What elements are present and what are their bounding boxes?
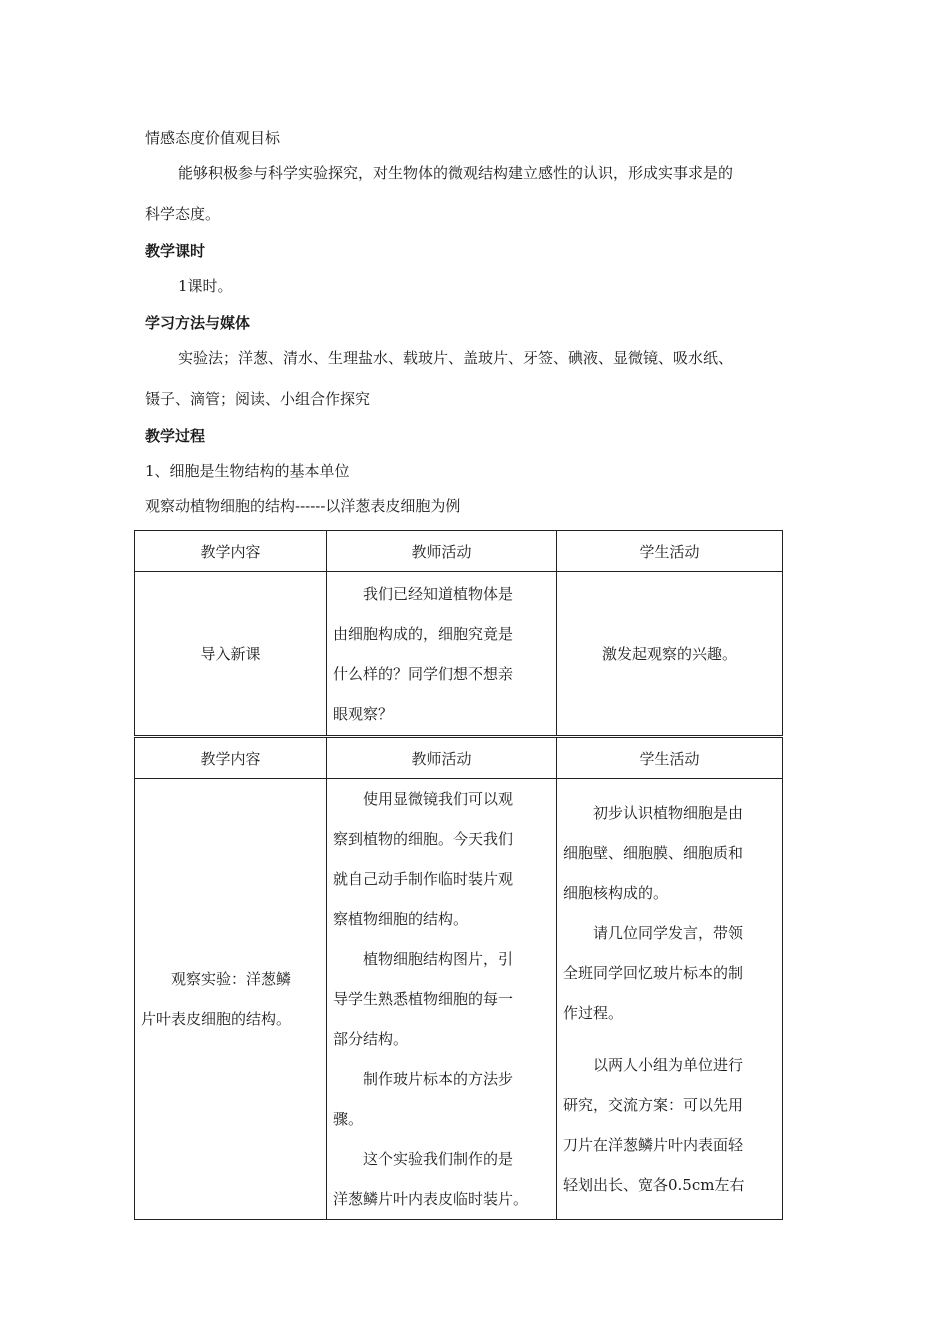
observe-teacher <box>327 779 557 1220</box>
intro-student: 激发起观察的兴趣。 <box>557 572 783 737</box>
table-header-row <box>135 531 783 572</box>
lesson-table <box>134 530 783 1220</box>
observe-content-line: 观察实验：洋葱鳞 <box>171 970 292 988</box>
intro-teacher-line: 什么样的？同学们想不想亲 <box>333 664 514 683</box>
process-item-1: 1、细胞是生物结构的基本单位 <box>145 462 350 480</box>
observe-student-line: 作过程。 <box>563 1004 624 1022</box>
observe-student-line: 全班同学回忆玻片标本的制 <box>563 964 744 982</box>
header-content: 教学内容 <box>135 737 327 779</box>
observe-teacher-line: 就自己动手制作临时装片观 <box>333 870 514 888</box>
intro-content: 导入新课 <box>135 572 327 737</box>
observe-teacher-line: 导学生熟悉植物细胞的每一 <box>333 990 514 1008</box>
observe-student-line: 请几位同学发言，带领 <box>593 924 744 942</box>
heading-class-period: 教学课时 <box>145 242 206 260</box>
observe-student-line: 以两人小组为单位进行 <box>593 1056 744 1074</box>
table-row-intro <box>135 572 783 737</box>
header-teacher: 教师活动 <box>327 531 557 572</box>
process-item-2: 观察动植物细胞的结构------以洋葱表皮细胞为例 <box>145 497 461 515</box>
observe-teacher-line: 部分结构。 <box>333 1030 409 1048</box>
emotion-text-line-1: 能够积极参与科学实验探究，对生物体的微观结构建立感性的认识，形成实事求是的 <box>178 164 734 182</box>
method-text-line-1: 实验法；洋葱、清水、生理盐水、载玻片、盖玻片、牙签、碘液、显微镜、吸水纸、 <box>178 349 734 367</box>
observe-student-line: 刀片在洋葱鳞片叶内表面轻 <box>563 1136 744 1154</box>
observe-teacher-line: 植物细胞结构图片，引 <box>363 950 514 968</box>
method-text-line-2: 镊子、滴管；阅读、小组合作探究 <box>145 390 371 408</box>
heading-teaching-process: 教学过程 <box>145 427 206 445</box>
table-row-observe <box>135 779 783 1220</box>
observe-teacher-line: 这个实验我们制作的是 <box>363 1150 514 1168</box>
observe-teacher-line: 察到植物的细胞。今天我们 <box>333 830 514 848</box>
intro-teacher <box>327 572 557 737</box>
observe-student-line: 初步认识植物细胞是由 <box>593 804 744 822</box>
observe-content-line: 片叶表皮细胞的结构。 <box>141 1010 292 1028</box>
observe-student-line: 轻划出长、宽各0.5cm左右 <box>563 1176 745 1194</box>
observe-student-line: 细胞壁、细胞膜、细胞质和 <box>563 844 744 862</box>
observe-teacher-line: 洋葱鳞片叶内表皮临时装片。 <box>333 1190 529 1208</box>
table-header-row-repeat <box>135 737 783 779</box>
observe-student-line: 研究，交流方案：可以先用 <box>563 1096 744 1114</box>
heading-emotion-goals: 情感态度价值观目标 <box>145 129 281 147</box>
observe-content <box>135 779 327 1220</box>
header-content: 教学内容 <box>135 531 327 572</box>
header-teacher: 教师活动 <box>327 737 557 779</box>
observe-teacher-line: 制作玻片标本的方法步 <box>363 1070 514 1088</box>
observe-student <box>557 779 783 1220</box>
intro-teacher-line: 我们已经知道植物体是 <box>363 584 514 603</box>
observe-teacher-line: 察植物细胞的结构。 <box>333 910 469 928</box>
spacer <box>563 1033 776 1045</box>
period-text: 1课时。 <box>178 277 233 295</box>
header-student: 学生活动 <box>557 737 783 779</box>
emotion-text-line-2: 科学态度。 <box>145 205 221 223</box>
intro-teacher-line: 由细胞构成的，细胞究竟是 <box>333 624 514 643</box>
intro-teacher-line: 眼观察？ <box>333 704 394 723</box>
observe-student-line: 细胞核构成的。 <box>563 884 669 902</box>
observe-teacher-line: 骤。 <box>333 1110 364 1128</box>
header-student: 学生活动 <box>557 531 783 572</box>
heading-method-media: 学习方法与媒体 <box>145 314 251 332</box>
observe-teacher-line: 使用显微镜我们可以观 <box>363 790 514 808</box>
